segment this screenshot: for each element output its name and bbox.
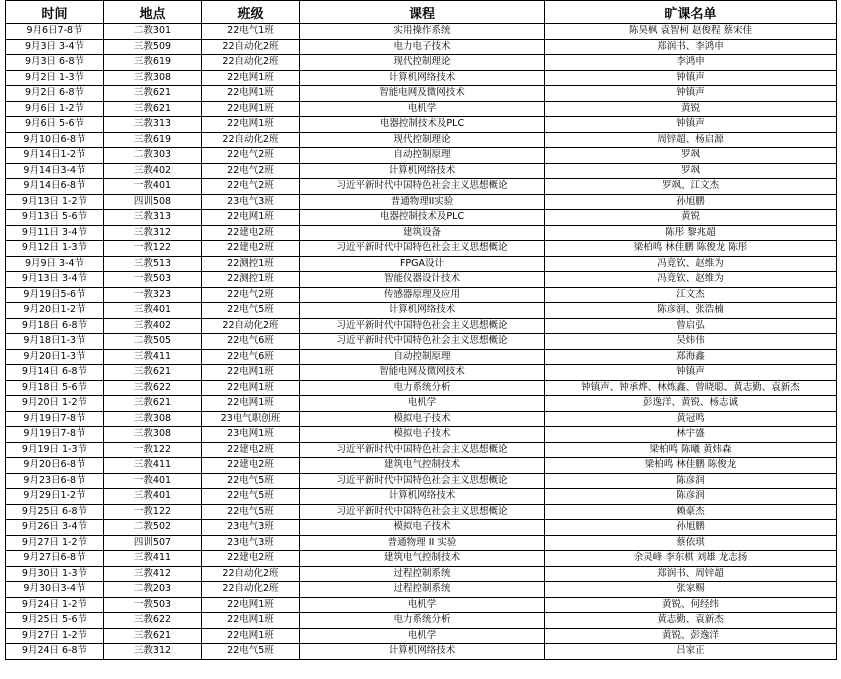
cell-time[interactable]: 9月23日6-8节 bbox=[6, 473, 104, 489]
cell-course[interactable]: 过程控制系统 bbox=[300, 582, 545, 598]
cell-time[interactable]: 9月2日 1-3节 bbox=[6, 70, 104, 86]
cell-course[interactable]: 自动控制原理 bbox=[300, 148, 545, 164]
cell-absentees[interactable]: 梁柏鸣 陈曦 黄炜森 bbox=[545, 442, 837, 458]
cell-absentees[interactable]: 郑润书、李鸿申 bbox=[545, 39, 837, 55]
cell-class[interactable]: 22电气5班 bbox=[202, 644, 300, 660]
cell-time[interactable]: 9月27日6-8节 bbox=[6, 551, 104, 567]
cell-absentees[interactable]: 黄冠鸣 bbox=[545, 411, 837, 427]
cell-course[interactable]: 习近平新时代中国特色社会主义思想概论 bbox=[300, 442, 545, 458]
cell-location[interactable]: 一教122 bbox=[104, 442, 202, 458]
cell-location[interactable]: 二教301 bbox=[104, 24, 202, 40]
cell-location[interactable]: 三教308 bbox=[104, 427, 202, 443]
cell-class[interactable]: 22建电2班 bbox=[202, 225, 300, 241]
cell-location[interactable]: 三教402 bbox=[104, 318, 202, 334]
cell-absentees[interactable]: 吕家正 bbox=[545, 644, 837, 660]
cell-class[interactable]: 22电气6班 bbox=[202, 349, 300, 365]
cell-class[interactable]: 22电网1班 bbox=[202, 628, 300, 644]
cell-location[interactable]: 三教619 bbox=[104, 55, 202, 71]
table-row bbox=[6, 101, 837, 117]
cell-class[interactable]: 22电气5班 bbox=[202, 473, 300, 489]
cell-class[interactable]: 22电气2班 bbox=[202, 179, 300, 195]
cell-absentees[interactable]: 彭逸洋、黄锐、杨志诚 bbox=[545, 396, 837, 412]
table-row bbox=[6, 504, 837, 520]
table-body bbox=[6, 24, 837, 660]
cell-class[interactable]: 22电气2班 bbox=[202, 148, 300, 164]
cell-location[interactable]: 一教323 bbox=[104, 287, 202, 303]
cell-time[interactable]: 9月24日 1-2节 bbox=[6, 597, 104, 613]
cell-time[interactable]: 9月20日1-2节 bbox=[6, 303, 104, 319]
cell-course[interactable]: 计算机网络技术 bbox=[300, 644, 545, 660]
cell-class[interactable]: 22电网1班 bbox=[202, 210, 300, 226]
table-row bbox=[6, 380, 837, 396]
table-row bbox=[6, 520, 837, 536]
table-row bbox=[6, 163, 837, 179]
cell-course[interactable]: 现代控制理论 bbox=[300, 55, 545, 71]
cell-course[interactable]: 电器控制技术及PLC bbox=[300, 210, 545, 226]
cell-absentees[interactable]: 孙旭鹏 bbox=[545, 194, 837, 210]
cell-class[interactable]: 22电气2班 bbox=[202, 287, 300, 303]
cell-absentees[interactable]: 黄锐 bbox=[545, 210, 837, 226]
cell-class[interactable]: 22电网1班 bbox=[202, 101, 300, 117]
table-row bbox=[6, 551, 837, 567]
cell-location[interactable]: 三教401 bbox=[104, 303, 202, 319]
cell-course[interactable]: 模拟电子技术 bbox=[300, 427, 545, 443]
cell-location[interactable]: 一教503 bbox=[104, 597, 202, 613]
table-row bbox=[6, 427, 837, 443]
cell-time[interactable]: 9月20日 1-2节 bbox=[6, 396, 104, 412]
cell-absentees[interactable]: 黄锐、彭逸洋 bbox=[545, 628, 837, 644]
cell-absentees[interactable]: 李鸿申 bbox=[545, 55, 837, 71]
cell-absentees[interactable]: 曾启弘 bbox=[545, 318, 837, 334]
cell-class[interactable]: 22电气5班 bbox=[202, 489, 300, 505]
cell-location[interactable]: 三教312 bbox=[104, 644, 202, 660]
table-row bbox=[6, 318, 837, 334]
cell-time[interactable]: 9月18日 6-8节 bbox=[6, 318, 104, 334]
cell-absentees[interactable]: 陈彦润 bbox=[545, 489, 837, 505]
absence-table bbox=[5, 0, 837, 660]
cell-time[interactable]: 9月25日 5-6节 bbox=[6, 613, 104, 629]
cell-class[interactable]: 22自动化2班 bbox=[202, 582, 300, 598]
cell-location[interactable]: 二教502 bbox=[104, 520, 202, 536]
cell-course[interactable]: 建筑设备 bbox=[300, 225, 545, 241]
cell-course[interactable]: 智能仪器设计技术 bbox=[300, 272, 545, 288]
cell-course[interactable]: 习近平新时代中国特色社会主义思想概论 bbox=[300, 473, 545, 489]
cell-class[interactable]: 22建电2班 bbox=[202, 442, 300, 458]
cell-course[interactable]: 习近平新时代中国特色社会主义思想概论 bbox=[300, 241, 545, 257]
cell-course[interactable]: 习近平新时代中国特色社会主义思想概论 bbox=[300, 318, 545, 334]
cell-class[interactable]: 23电网1班 bbox=[202, 427, 300, 443]
cell-time[interactable]: 9月26日 3-4节 bbox=[6, 520, 104, 536]
cell-time[interactable]: 9月10日6-8节 bbox=[6, 132, 104, 148]
cell-location[interactable]: 二教505 bbox=[104, 334, 202, 350]
table-row bbox=[6, 117, 837, 133]
cell-location[interactable]: 三教621 bbox=[104, 628, 202, 644]
cell-absentees[interactable]: 黄锐 bbox=[545, 101, 837, 117]
cell-class[interactable]: 22电气1班 bbox=[202, 24, 300, 40]
cell-course[interactable]: 现代控制理论 bbox=[300, 132, 545, 148]
cell-absentees[interactable]: 赖豪杰 bbox=[545, 504, 837, 520]
cell-time[interactable]: 9月18日 5-6节 bbox=[6, 380, 104, 396]
cell-course[interactable]: 智能电网及微网技术 bbox=[300, 365, 545, 381]
cell-absentees[interactable]: 江文杰 bbox=[545, 287, 837, 303]
cell-course[interactable]: 电机学 bbox=[300, 396, 545, 412]
cell-class[interactable]: 23电气3班 bbox=[202, 194, 300, 210]
cell-class[interactable]: 22电网1班 bbox=[202, 613, 300, 629]
cell-location[interactable]: 三教622 bbox=[104, 380, 202, 396]
cell-location[interactable]: 三教313 bbox=[104, 210, 202, 226]
cell-absentees[interactable]: 孙旭鹏 bbox=[545, 520, 837, 536]
cell-time[interactable]: 9月6日7-8节 bbox=[6, 24, 104, 40]
cell-location[interactable]: 二教303 bbox=[104, 148, 202, 164]
cell-absentees[interactable]: 林宇盛 bbox=[545, 427, 837, 443]
cell-time[interactable]: 9月30日3-4节 bbox=[6, 582, 104, 598]
cell-course[interactable]: 实用操作系统 bbox=[300, 24, 545, 40]
cell-course[interactable]: 电机学 bbox=[300, 597, 545, 613]
table-row bbox=[6, 644, 837, 660]
cell-course[interactable]: 电机学 bbox=[300, 628, 545, 644]
cell-class[interactable]: 22电气6班 bbox=[202, 334, 300, 350]
cell-class[interactable]: 22建电2班 bbox=[202, 551, 300, 567]
cell-class[interactable]: 23电气3班 bbox=[202, 535, 300, 551]
cell-absentees[interactable]: 钟镇声、钟承烨、林炼鑫、曾晓聪、黄志勤、袁新杰 bbox=[545, 380, 837, 396]
table-row bbox=[6, 210, 837, 226]
cell-course[interactable]: 自动控制原理 bbox=[300, 349, 545, 365]
cell-class[interactable]: 22自动化2班 bbox=[202, 132, 300, 148]
cell-class[interactable]: 22测控1班 bbox=[202, 272, 300, 288]
cell-absentees[interactable]: 郑海鑫 bbox=[545, 349, 837, 365]
cell-absentees[interactable]: 冯竟钦、赵维为 bbox=[545, 256, 837, 272]
cell-course[interactable]: 电力系统分析 bbox=[300, 613, 545, 629]
table-row bbox=[6, 179, 837, 195]
cell-absentees[interactable]: 余灵峰 李东棋 刘雄 龙志扬 bbox=[545, 551, 837, 567]
cell-class[interactable]: 22测控1班 bbox=[202, 256, 300, 272]
cell-class[interactable]: 22电网1班 bbox=[202, 597, 300, 613]
cell-location[interactable]: 三教513 bbox=[104, 256, 202, 272]
cell-absentees[interactable]: 蔡依琪 bbox=[545, 535, 837, 551]
cell-location[interactable]: 三教412 bbox=[104, 566, 202, 582]
cell-time[interactable]: 9月14日6-8节 bbox=[6, 179, 104, 195]
cell-absentees[interactable]: 钟镇声 bbox=[545, 86, 837, 102]
cell-class[interactable]: 22电网1班 bbox=[202, 365, 300, 381]
cell-class[interactable]: 22电网1班 bbox=[202, 86, 300, 102]
cell-absentees[interactable]: 罗飒、江文杰 bbox=[545, 179, 837, 195]
cell-class[interactable]: 22建电2班 bbox=[202, 241, 300, 257]
table-row bbox=[6, 442, 837, 458]
table-row bbox=[6, 225, 837, 241]
cell-course[interactable]: 智能电网及微网技术 bbox=[300, 86, 545, 102]
cell-course[interactable]: 模拟电子技术 bbox=[300, 520, 545, 536]
cell-location[interactable]: 三教411 bbox=[104, 349, 202, 365]
cell-absentees[interactable]: 周锌超、杨启源 bbox=[545, 132, 837, 148]
cell-time[interactable]: 9月20日1-3节 bbox=[6, 349, 104, 365]
cell-location[interactable]: 三教619 bbox=[104, 132, 202, 148]
cell-location[interactable]: 三教621 bbox=[104, 86, 202, 102]
header-location[interactable]: 地点 bbox=[104, 1, 202, 24]
cell-time[interactable]: 9月25日 6-8节 bbox=[6, 504, 104, 520]
cell-absentees[interactable]: 郑润书、周锌超 bbox=[545, 566, 837, 582]
cell-time[interactable]: 9月13日 1-2节 bbox=[6, 194, 104, 210]
cell-location[interactable]: 三教411 bbox=[104, 458, 202, 474]
table-row bbox=[6, 396, 837, 412]
cell-time[interactable]: 9月12日 1-3节 bbox=[6, 241, 104, 257]
cell-location[interactable]: 三教313 bbox=[104, 117, 202, 133]
cell-absentees[interactable]: 梁柏鸣 林佳鹏 陈俊龙 bbox=[545, 458, 837, 474]
cell-location[interactable]: 三教622 bbox=[104, 613, 202, 629]
table-row bbox=[6, 272, 837, 288]
cell-location[interactable]: 三教402 bbox=[104, 163, 202, 179]
cell-course[interactable]: 习近平新时代中国特色社会主义思想概论 bbox=[300, 334, 545, 350]
header-course[interactable]: 课程 bbox=[300, 1, 545, 24]
cell-location[interactable]: 三教621 bbox=[104, 396, 202, 412]
cell-time[interactable]: 9月24日 6-8节 bbox=[6, 644, 104, 660]
cell-time[interactable]: 9月19日5-6节 bbox=[6, 287, 104, 303]
table-row bbox=[6, 473, 837, 489]
cell-location[interactable]: 二教203 bbox=[104, 582, 202, 598]
cell-location[interactable]: 三教308 bbox=[104, 411, 202, 427]
cell-course[interactable]: 过程控制系统 bbox=[300, 566, 545, 582]
cell-time[interactable]: 9月18日1-3节 bbox=[6, 334, 104, 350]
cell-absentees[interactable]: 陈彤 黎兆超 bbox=[545, 225, 837, 241]
cell-absentees[interactable]: 钟镇声 bbox=[545, 70, 837, 86]
cell-course[interactable]: 建筑电气控制技术 bbox=[300, 458, 545, 474]
header-absentees[interactable]: 旷课名单 bbox=[545, 1, 837, 24]
cell-location[interactable]: 三教308 bbox=[104, 70, 202, 86]
table-row bbox=[6, 458, 837, 474]
cell-course[interactable]: 计算机网络技术 bbox=[300, 303, 545, 319]
cell-time[interactable]: 9月14日3-4节 bbox=[6, 163, 104, 179]
cell-time[interactable]: 9月30日 1-3节 bbox=[6, 566, 104, 582]
cell-class[interactable]: 22建电2班 bbox=[202, 458, 300, 474]
header-time[interactable]: 时间 bbox=[6, 1, 104, 24]
cell-location[interactable]: 一教401 bbox=[104, 179, 202, 195]
table-row bbox=[6, 55, 837, 71]
cell-class[interactable]: 22自动化2班 bbox=[202, 55, 300, 71]
table-row bbox=[6, 597, 837, 613]
table-row bbox=[6, 582, 837, 598]
cell-location[interactable]: 一教503 bbox=[104, 272, 202, 288]
cell-location[interactable]: 三教401 bbox=[104, 489, 202, 505]
cell-course[interactable]: 普通物理II实验 bbox=[300, 194, 545, 210]
cell-class[interactable]: 22自动化2班 bbox=[202, 566, 300, 582]
header-row bbox=[6, 1, 837, 24]
table-row bbox=[6, 39, 837, 55]
cell-absentees[interactable]: 钟镇声 bbox=[545, 117, 837, 133]
cell-absentees[interactable]: 黄志勤、袁新杰 bbox=[545, 613, 837, 629]
cell-time[interactable]: 9月29日1-2节 bbox=[6, 489, 104, 505]
cell-class[interactable]: 23电气职创班 bbox=[202, 411, 300, 427]
cell-time[interactable]: 9月6日 1-2节 bbox=[6, 101, 104, 117]
cell-course[interactable]: FPGA设计 bbox=[300, 256, 545, 272]
table-row bbox=[6, 489, 837, 505]
cell-class[interactable]: 22电网1班 bbox=[202, 117, 300, 133]
table-row bbox=[6, 70, 837, 86]
table-row bbox=[6, 566, 837, 582]
cell-location[interactable]: 一教122 bbox=[104, 241, 202, 257]
cell-course[interactable]: 电力系统分析 bbox=[300, 380, 545, 396]
cell-location[interactable]: 四训507 bbox=[104, 535, 202, 551]
cell-location[interactable]: 一教122 bbox=[104, 504, 202, 520]
cell-course[interactable]: 普通物理 II 实验 bbox=[300, 535, 545, 551]
cell-course[interactable]: 模拟电子技术 bbox=[300, 411, 545, 427]
table-row bbox=[6, 194, 837, 210]
cell-time[interactable]: 9月14日 6-8节 bbox=[6, 365, 104, 381]
cell-class[interactable]: 22电气5班 bbox=[202, 303, 300, 319]
cell-time[interactable]: 9月27日 1-2节 bbox=[6, 628, 104, 644]
table-row bbox=[6, 613, 837, 629]
cell-absentees[interactable]: 钟镇声 bbox=[545, 365, 837, 381]
cell-absentees[interactable]: 梁柏鸣 林佳鹏 陈俊龙 陈彤 bbox=[545, 241, 837, 257]
cell-class[interactable]: 23电气3班 bbox=[202, 520, 300, 536]
cell-absentees[interactable]: 陈彦润、张浩楠 bbox=[545, 303, 837, 319]
cell-course[interactable]: 计算机网络技术 bbox=[300, 70, 545, 86]
cell-absentees[interactable]: 冯竟钦、赵维为 bbox=[545, 272, 837, 288]
cell-class[interactable]: 22电网1班 bbox=[202, 380, 300, 396]
cell-time[interactable]: 9月20日6-8节 bbox=[6, 458, 104, 474]
cell-location[interactable]: 三教312 bbox=[104, 225, 202, 241]
cell-course[interactable]: 电力电子技术 bbox=[300, 39, 545, 55]
cell-time[interactable]: 9月19日7-8节 bbox=[6, 427, 104, 443]
cell-location[interactable]: 一教401 bbox=[104, 473, 202, 489]
table-row bbox=[6, 148, 837, 164]
cell-class[interactable]: 22电网1班 bbox=[202, 396, 300, 412]
cell-location[interactable]: 三教509 bbox=[104, 39, 202, 55]
table-row bbox=[6, 86, 837, 102]
table-row bbox=[6, 132, 837, 148]
cell-class[interactable]: 22电气2班 bbox=[202, 163, 300, 179]
cell-course[interactable]: 习近平新时代中国特色社会主义思想概论 bbox=[300, 504, 545, 520]
cell-time[interactable]: 9月6日 5-6节 bbox=[6, 117, 104, 133]
cell-time[interactable]: 9月19日 1-3节 bbox=[6, 442, 104, 458]
table-row bbox=[6, 256, 837, 272]
cell-course[interactable]: 建筑电气控制技术 bbox=[300, 551, 545, 567]
table-row bbox=[6, 411, 837, 427]
cell-class[interactable]: 22自动化2班 bbox=[202, 39, 300, 55]
table-row bbox=[6, 303, 837, 319]
cell-course[interactable]: 计算机网络技术 bbox=[300, 489, 545, 505]
table-row bbox=[6, 349, 837, 365]
cell-absentees[interactable]: 张家赐 bbox=[545, 582, 837, 598]
header-class[interactable]: 班级 bbox=[202, 1, 300, 24]
cell-time[interactable]: 9月13日 5-6节 bbox=[6, 210, 104, 226]
cell-time[interactable]: 9月3日 3-4节 bbox=[6, 39, 104, 55]
table-row bbox=[6, 287, 837, 303]
table-row bbox=[6, 241, 837, 257]
cell-course[interactable]: 传感器原理及应用 bbox=[300, 287, 545, 303]
cell-absentees[interactable]: 罗飒 bbox=[545, 163, 837, 179]
cell-absentees[interactable]: 吴炜伟 bbox=[545, 334, 837, 350]
cell-location[interactable]: 四训508 bbox=[104, 194, 202, 210]
cell-time[interactable]: 9月14日1-2节 bbox=[6, 148, 104, 164]
cell-course[interactable]: 习近平新时代中国特色社会主义思想概论 bbox=[300, 179, 545, 195]
cell-absentees[interactable]: 陈彦润 bbox=[545, 473, 837, 489]
cell-class[interactable]: 22电网1班 bbox=[202, 70, 300, 86]
cell-class[interactable]: 22自动化2班 bbox=[202, 318, 300, 334]
cell-course[interactable]: 电机学 bbox=[300, 101, 545, 117]
cell-absentees[interactable]: 陈昊枫 袁智柯 赵俊程 蔡宋佳 bbox=[545, 24, 837, 40]
cell-time[interactable]: 9月3日 6-8节 bbox=[6, 55, 104, 71]
cell-course[interactable]: 计算机网络技术 bbox=[300, 163, 545, 179]
table-row bbox=[6, 365, 837, 381]
table-row bbox=[6, 535, 837, 551]
table-row bbox=[6, 628, 837, 644]
cell-absentees[interactable]: 黄锐、何经纬 bbox=[545, 597, 837, 613]
cell-absentees[interactable]: 罗飒 bbox=[545, 148, 837, 164]
cell-class[interactable]: 22电气5班 bbox=[202, 504, 300, 520]
cell-location[interactable]: 三教411 bbox=[104, 551, 202, 567]
cell-location[interactable]: 三教621 bbox=[104, 101, 202, 117]
cell-time[interactable]: 9月27日 1-2节 bbox=[6, 535, 104, 551]
cell-location[interactable]: 三教621 bbox=[104, 365, 202, 381]
cell-time[interactable]: 9月9日 3-4节 bbox=[6, 256, 104, 272]
table-row bbox=[6, 24, 837, 40]
cell-course[interactable]: 电器控制技术及PLC bbox=[300, 117, 545, 133]
cell-time[interactable]: 9月19日7-8节 bbox=[6, 411, 104, 427]
cell-time[interactable]: 9月2日 6-8节 bbox=[6, 86, 104, 102]
table-row bbox=[6, 334, 837, 350]
cell-time[interactable]: 9月11日 3-4节 bbox=[6, 225, 104, 241]
cell-time[interactable]: 9月13日 3-4节 bbox=[6, 272, 104, 288]
